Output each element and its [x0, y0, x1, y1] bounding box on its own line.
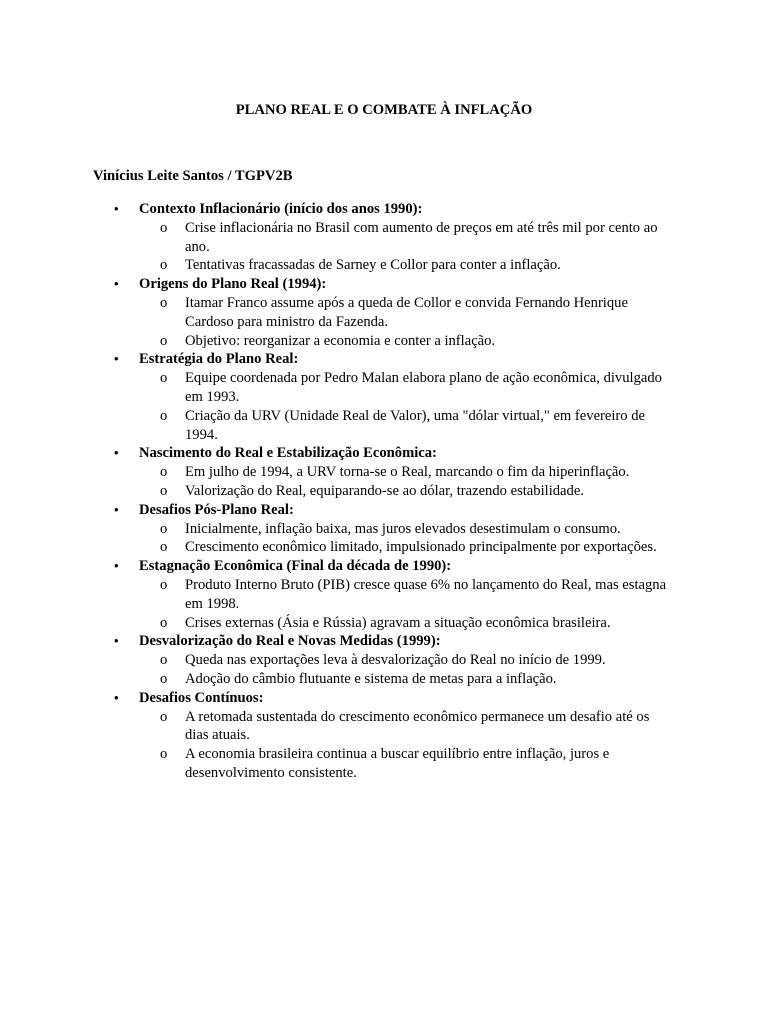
- sub-item-list: [0, 219, 768, 275]
- circle-bullet-icon: o: [160, 652, 168, 669]
- list-item: [0, 708, 768, 746]
- list-item: [0, 745, 768, 783]
- sub-item-list: [0, 576, 768, 632]
- list-item: [0, 614, 768, 633]
- section-heading: Estagnação Econômica (Final da década de 1990):: [139, 558, 452, 575]
- circle-bullet-icon: o: [160, 614, 168, 631]
- section-heading: Estratégia do Plano Real:: [139, 351, 299, 368]
- list-item-text: Em julho de 1994, a URV torna-se o Real, marcando o fim da hiperinflação.: [185, 464, 630, 481]
- list-item-text: Itamar Franco assume após a queda de Collor e convida Fernando Henrique Cardoso para ministro da Fazenda.: [185, 294, 628, 330]
- circle-bullet-icon: o: [160, 482, 168, 499]
- circle-bullet-icon: o: [160, 539, 168, 556]
- circle-bullet-icon: o: [160, 370, 168, 387]
- circle-bullet-icon: o: [160, 294, 168, 311]
- circle-bullet-icon: o: [160, 332, 168, 349]
- section-item: [0, 632, 768, 688]
- section-heading-wrap: [0, 275, 768, 294]
- bullet-icon: •: [114, 445, 119, 461]
- section-item: [0, 200, 768, 275]
- section-heading: Desafios Pós-Plano Real:: [139, 501, 294, 518]
- circle-bullet-icon: o: [160, 576, 168, 593]
- list-item: [0, 482, 768, 501]
- section-heading: Desvalorização do Real e Novas Medidas (1999):: [139, 633, 441, 650]
- list-item-text: A economia brasileira continua a buscar equilíbrio entre inflação, juros e desenvolvimento consistente.: [185, 746, 610, 781]
- list-item-text: Crises externas (Ásia e Rússia) agravam a situação econômica brasileira.: [185, 614, 611, 631]
- section-item: [0, 444, 768, 500]
- circle-bullet-icon: o: [160, 407, 168, 424]
- section-heading: Nascimento do Real e Estabilização Econômica:: [139, 445, 437, 462]
- list-item-text: Valorização do Real, equiparando-se ao dólar, trazendo estabilidade.: [185, 482, 584, 499]
- section-heading: Desafios Contínuos:: [139, 689, 264, 706]
- list-item-text: Produto Interno Bruto (PIB) cresce quase 6% no lançamento do Real, mas estagna em 1998.: [185, 576, 667, 612]
- list-item-text: Criação da URV (Unidade Real de Valor), uma "dólar virtual," em fevereiro de 1994.: [185, 407, 646, 443]
- circle-bullet-icon: o: [160, 257, 168, 274]
- section-item: [0, 275, 768, 350]
- circle-bullet-icon: o: [160, 746, 168, 763]
- section-heading-wrap: [0, 444, 768, 463]
- section-heading-wrap: [0, 557, 768, 576]
- list-item: [0, 332, 768, 351]
- list-item-text: Objetivo: reorganizar a economia e conter a inflação.: [185, 332, 496, 349]
- list-item-text: Equipe coordenada por Pedro Malan elabora plano de ação econômica, divulgado em 1993.: [185, 370, 662, 405]
- sub-item-list: [0, 520, 768, 558]
- bullet-icon: •: [114, 276, 119, 292]
- section-item: [0, 557, 768, 632]
- section-heading: Contexto Inflacionário (início dos anos 1990):: [139, 201, 423, 217]
- circle-bullet-icon: o: [160, 219, 168, 236]
- list-item: [0, 294, 768, 332]
- section-heading-wrap: [0, 350, 768, 369]
- list-item-text: Adoção do câmbio flutuante e sistema de metas para a inflação.: [185, 670, 557, 687]
- list-item: [0, 651, 768, 670]
- list-item: [0, 538, 768, 557]
- section-heading-wrap: [0, 632, 768, 651]
- section-item: [0, 350, 768, 444]
- bullet-icon: •: [114, 351, 119, 367]
- list-item: [0, 670, 768, 689]
- section-item: [0, 689, 768, 783]
- circle-bullet-icon: o: [160, 670, 168, 687]
- sub-item-list: [0, 294, 768, 350]
- bullet-icon: •: [114, 633, 119, 649]
- section-heading-wrap: [0, 200, 768, 219]
- section-heading-wrap: [0, 501, 768, 520]
- section-list: [0, 200, 768, 783]
- list-item: [0, 219, 768, 257]
- sub-item-list: [0, 369, 768, 444]
- list-item-text: Tentativas fracassadas de Sarney e Collor para conter a inflação.: [185, 257, 561, 274]
- circle-bullet-icon: o: [160, 708, 168, 725]
- section-heading: Origens do Plano Real (1994):: [139, 276, 327, 293]
- sub-item-list: [0, 651, 768, 689]
- bullet-icon: •: [114, 689, 119, 705]
- bullet-icon: •: [114, 201, 119, 216]
- section-item: [0, 501, 768, 557]
- section-heading-wrap: [0, 689, 768, 708]
- list-item: [0, 576, 768, 614]
- circle-bullet-icon: o: [160, 520, 168, 537]
- list-item: [0, 463, 768, 482]
- bullet-icon: •: [114, 501, 119, 517]
- list-item: [0, 520, 768, 539]
- list-item: [0, 407, 768, 445]
- list-item: [0, 369, 768, 407]
- sub-item-list: [0, 463, 768, 501]
- author-line: Vinícius Leite Santos / TGPV2B: [93, 168, 293, 184]
- list-item: [0, 256, 768, 275]
- document-title: PLANO REAL E O COMBATE À INFLAÇÃO: [235, 102, 533, 118]
- list-item-text: A retomada sustentada do crescimento econômico permanece um desafio até os dias atuais.: [185, 708, 650, 744]
- list-item-text: Queda nas exportações leva à desvalorização do Real no início de 1999.: [185, 652, 606, 669]
- bullet-icon: •: [114, 558, 119, 574]
- list-item-text: Crescimento econômico limitado, impulsionado principalmente por exportações.: [185, 539, 657, 556]
- list-item-text: Crise inflacionária no Brasil com aumento de preços em até três mil por cento ao ano.: [185, 219, 658, 255]
- sub-item-list: [0, 708, 768, 783]
- circle-bullet-icon: o: [160, 464, 168, 481]
- list-item-text: Inicialmente, inflação baixa, mas juros elevados desestimulam o consumo.: [185, 520, 621, 537]
